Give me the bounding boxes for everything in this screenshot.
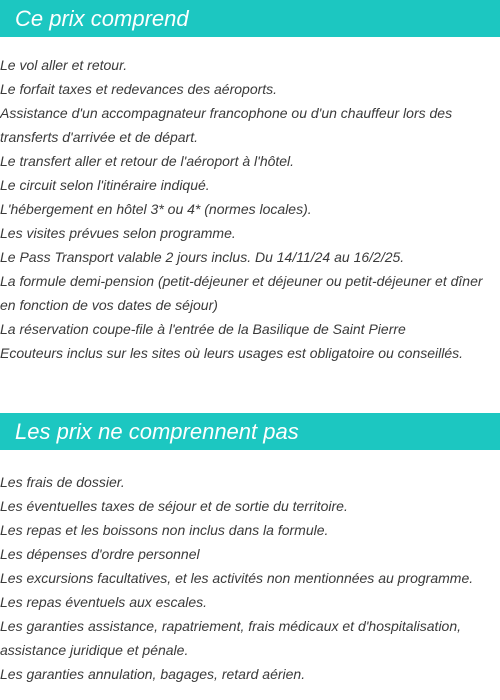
excluded-section-title: Les prix ne comprennent pas <box>0 413 500 450</box>
excluded-item: Les garanties annulation, bagages, retard aérien. <box>0 666 306 682</box>
included-item: Ecouteurs inclus sur les sites où leurs usages est obligatoire ou conseillés. <box>0 345 464 361</box>
included-item: Le vol aller et retour. <box>0 57 128 73</box>
excluded-item: Les frais de dossier. <box>0 474 125 490</box>
included-item: Le Pass Transport valable 2 jours inclus. Du 14/11/24 au 16/2/25. <box>0 249 405 265</box>
excluded-item: Les repas éventuels aux escales. <box>0 594 208 610</box>
excluded-list <box>0 470 500 686</box>
included-item: Le circuit selon l'itinéraire indiqué. <box>0 177 210 193</box>
included-list <box>0 53 500 365</box>
included-item: La formule demi-pension (petit-déjeuner et déjeuner ou petit-déjeuner et dîner en fonction de vos dates de séjour) <box>0 273 483 313</box>
included-item: Le forfait taxes et redevances des aéroports. <box>0 81 278 97</box>
excluded-item: Les dépenses d'ordre personnel <box>0 546 200 562</box>
excluded-item: Les garanties assistance, rapatriement, frais médicaux et d'hospitalisation, assistance juridique et pénale. <box>0 618 462 658</box>
excluded-item: Les excursions facultatives, et les activités non mentionnées au programme. <box>0 570 474 586</box>
included-item: La réservation coupe-file à l'entrée de la Basilique de Saint Pierre <box>0 321 406 337</box>
excluded-section <box>0 413 500 686</box>
included-item: L'hébergement en hôtel 3* ou 4* (normes locales). <box>0 201 312 217</box>
included-section-title: Ce prix comprend <box>0 0 500 37</box>
excluded-item: Les éventuelles taxes de séjour et de sortie du territoire. <box>0 498 348 514</box>
included-item: Le transfert aller et retour de l'aéroport à l'hôtel. <box>0 153 295 169</box>
excluded-item: Les repas et les boissons non inclus dans la formule. <box>0 522 329 538</box>
included-item: Assistance d'un accompagnateur francophone ou d'un chauffeur lors des transferts d'arrivée et de départ. <box>0 105 453 145</box>
included-item: Les visites prévues selon programme. <box>0 225 236 241</box>
